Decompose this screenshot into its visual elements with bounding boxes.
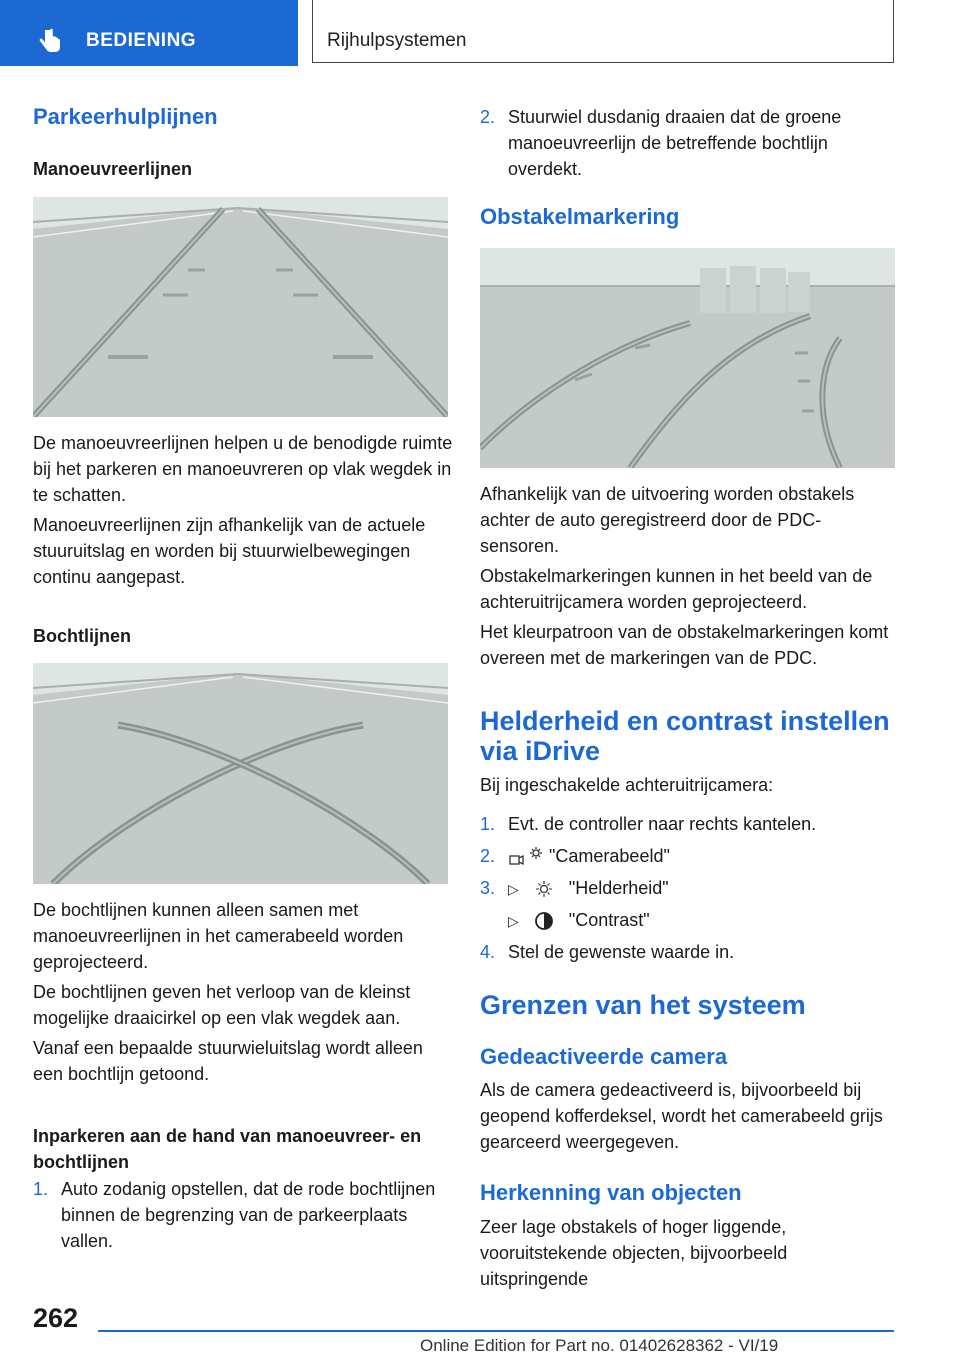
paragraph-bocht-1: De bochtlijnen kunnen alleen samen met manoeuvreerlijnen in het camerabeeld worden geprojecteerd. bbox=[33, 900, 404, 972]
camera-settings-icon bbox=[508, 846, 544, 868]
step-body bbox=[508, 875, 898, 902]
list-item bbox=[480, 811, 896, 837]
step-text: Stuurwiel dusdanig draaien dat de groene manoeuvreerlijn de betreffende bochtlijn overdekt. bbox=[508, 107, 842, 179]
step-number: 2. bbox=[480, 107, 496, 127]
brightness-icon bbox=[524, 878, 564, 900]
step-text: Auto zodanig opstellen, dat de rode bochtlijnen binnen de begrenzing van de parkeerplaats vallen. bbox=[61, 1179, 436, 1251]
step-number: 3. bbox=[480, 878, 496, 898]
heading-herkenning: Herkenning van objecten bbox=[480, 1180, 742, 1205]
paragraph-herkenning: Zeer lage obstakels of hoger liggende, vooruitstekende objecten, bijvoorbeeld uitspringende bbox=[480, 1217, 788, 1289]
heading-gedeactiveerde-camera: Gedeactiveerde camera bbox=[480, 1044, 728, 1069]
paragraph-manoeuvre-2: Manoeuvreerlijnen zijn afhankelijk van de actuele stuuruitslag en worden bij stuurwielbewegingen continu aangepast. bbox=[33, 515, 426, 587]
list-item bbox=[480, 104, 896, 184]
paragraph-manoeuvre-1: De manoeuvreerlijnen helpen u de benodigde ruimte bij het parkeren en manoeuvreren op vlak wegdek in te schatten. bbox=[33, 433, 453, 505]
list-item bbox=[480, 939, 896, 965]
edition-text: Online Edition for Part no. 01402628362 - VI/19 bbox=[420, 1336, 779, 1355]
paragraph-bocht-2: De bochtlijnen geven het verloop van de kleinst mogelijke draaicirkel op een vlak wegdek aan. bbox=[33, 982, 411, 1028]
step-number: 4. bbox=[480, 942, 496, 962]
step-text: Evt. de controller naar rechts kantelen. bbox=[508, 814, 817, 834]
menu-contrast: "Contrast" bbox=[568, 910, 650, 930]
step-number: 1. bbox=[480, 814, 496, 834]
footer-divider bbox=[98, 1330, 894, 1332]
heading-manoeuvreerlijnen: Manoeuvreerlijnen bbox=[33, 159, 193, 179]
figure-bochtlijnen bbox=[33, 663, 448, 884]
chapter-title-box bbox=[312, 0, 894, 63]
arrow-marker: ▷ bbox=[508, 913, 519, 929]
section-label: BEDIENING bbox=[86, 30, 197, 51]
menu-camerabeeld: "Camerabeeld" bbox=[549, 846, 670, 866]
manoeuvre-lines-illustration bbox=[33, 197, 448, 417]
step-body bbox=[508, 843, 898, 869]
contrast-icon bbox=[524, 910, 564, 932]
section-tab bbox=[0, 0, 298, 66]
step-number: 1. bbox=[33, 1179, 49, 1199]
list-item bbox=[480, 907, 896, 933]
step-number: 2. bbox=[480, 846, 496, 866]
list-item bbox=[33, 1176, 453, 1256]
paragraph-bocht-3: Vanaf een bepaalde stuurwieluitslag wordt alleen een bochtlijn getoond. bbox=[33, 1038, 423, 1084]
heading-grenzen: Grenzen van het systeem bbox=[480, 990, 806, 1020]
chapter-title: Rijhulpsystemen bbox=[327, 30, 467, 51]
heading-obstakelmarkering: Obstakelmarkering bbox=[480, 204, 680, 229]
paragraph-intro: Bij ingeschakelde achteruitrijcamera: bbox=[480, 775, 774, 795]
figure-manoeuvreerlijnen bbox=[33, 197, 448, 417]
figure-obstakelmarkering bbox=[480, 248, 895, 468]
page-header bbox=[0, 0, 960, 66]
curve-lines-illustration bbox=[33, 663, 448, 884]
paragraph-gedeactiveerd: Als de camera gedeactiveerd is, bijvoorbeeld bij geopend kofferdeksel, wordt het camerabeeld grijs gearceerd weergegeven. bbox=[480, 1080, 883, 1152]
menu-helderheid: "Helderheid" bbox=[568, 878, 669, 898]
heading-parkeerhulplijnen: Parkeerhulplijnen bbox=[33, 104, 218, 129]
hand-pointer-icon bbox=[38, 28, 62, 54]
heading-inparkeren: Inparkeren aan de hand van manoeuvreer- en bochtlijnen bbox=[33, 1126, 422, 1172]
arrow-marker: ▷ bbox=[508, 881, 519, 897]
heading-bochtlijnen: Bochtlijnen bbox=[33, 626, 131, 646]
paragraph-obstakel-2: Obstakelmarkeringen kunnen in het beeld van de achteruitrijcamera worden geprojecteerd. bbox=[480, 566, 873, 612]
step-text: Stel de gewenste waarde in. bbox=[508, 942, 735, 962]
paragraph-obstakel-3: Het kleurpatroon van de obstakelmarkeringen komt overeen met de markeringen van de PDC. bbox=[480, 622, 889, 668]
list-item bbox=[480, 875, 896, 901]
step-body bbox=[508, 907, 898, 934]
obstacle-marking-illustration bbox=[480, 248, 895, 468]
page-number: 262 bbox=[33, 1303, 79, 1333]
list-item bbox=[480, 843, 896, 869]
heading-helderheid: Helderheid en contrast instellen via iDrive bbox=[480, 706, 890, 766]
paragraph-obstakel-1: Afhankelijk van de uitvoering worden obstakels achter de auto geregistreerd door de PDC-sensoren. bbox=[480, 484, 855, 556]
